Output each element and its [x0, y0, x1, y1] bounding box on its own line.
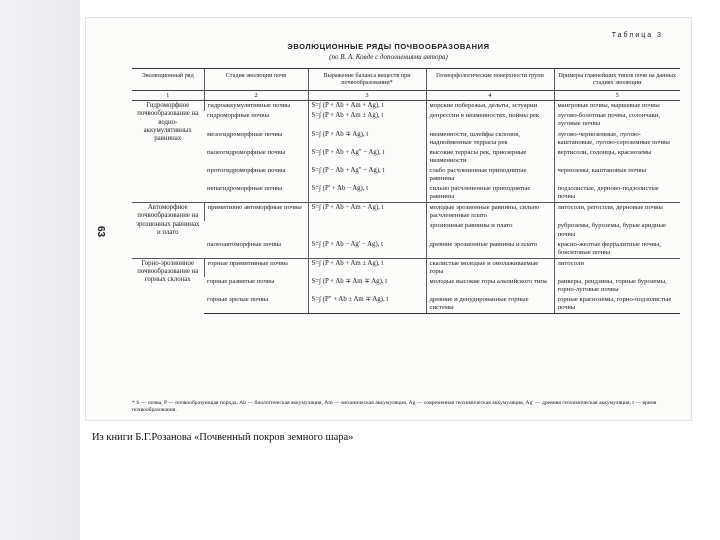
examples-cell: вертисоли, солонцы, красноземы: [554, 148, 680, 166]
examples-cell: подзолистые, дерново-подзолистые почвы: [554, 184, 680, 203]
formula-cell: S=∫ (P − Ab + Ag″ − Ag), t: [308, 166, 426, 184]
header-balance: Выражение баланса веществ при почвообразовании*: [308, 69, 426, 91]
examples-cell: мангровые почвы, маршевые почвы: [554, 101, 680, 112]
series-name: Автоморфное почвообразование на эрозионных равнинах и плато: [132, 203, 204, 259]
table-row: [132, 203, 680, 222]
formula-cell: S=∫ (P + Ab − Ag′ − Ag), t: [308, 240, 426, 259]
table-subtitle: (по В. А. Ковде с дополнениями автора): [329, 53, 448, 61]
examples-cell: литосоли: [554, 258, 680, 277]
stage-cell: горные зрелые почвы: [204, 295, 308, 314]
examples-cell: ранкеры, рендзины, горные буроземы, горно-луговые почвы: [554, 277, 680, 295]
examples-cell: руброземы, буроземы, бурые аридные почвы: [554, 221, 680, 239]
stage-cell: протогидроморфные почвы: [207, 166, 286, 174]
header-surface: Геоморфологические поверхности групп: [426, 69, 554, 91]
surface-cell: древние и денудированные горные системы: [426, 295, 554, 314]
surface-cell: молодые эрозионные равнины, сильно расчлененные плато: [426, 203, 554, 222]
source-caption: Из книги Б.Г.Розанова «Почвенный покров земного шара»: [92, 432, 354, 443]
column-number: 3: [308, 90, 426, 100]
stage-cell: палеогидроморфные почвы: [207, 148, 286, 156]
table-row: [132, 101, 680, 112]
stage-cell: непагидроморфные почвы: [207, 185, 283, 193]
table-label: Таблица 3: [611, 32, 663, 39]
formula-cell: S=∫ (P + Ab + Ag″ − Ag), t: [308, 148, 426, 166]
surface-cell: сильно расчлененные приподнятые равнины: [426, 184, 554, 203]
table-footnote: * S — почва, P — почвообразующая порода, Ab — биологическая аккумуляция, Am — механическая аккумуляция, Ag — современная геохимическая аккумуляция, Ag′ — древняя геохимическая аккумуляция, t — время почвообразования.: [132, 400, 657, 413]
surface-cell: скалистые молодые и омолаживаемые горы: [426, 258, 554, 277]
formula-cell: S=∫ (P + Ab + Am ± Ag), t: [308, 258, 426, 277]
table-header-row: [132, 69, 680, 91]
table-row: [132, 130, 680, 148]
stage-cell: палеоавтоморфные почвы: [207, 240, 281, 248]
formula-cell: S=∫ (P + Ab + Am + Ag), t: [308, 101, 426, 112]
formula-cell: S=∫ (P″ + Ab ± Am ∓ Ag), t: [308, 295, 426, 314]
table-row: [132, 166, 680, 184]
stage-cell: горные развитые почвы: [207, 278, 275, 285]
surface-cell: высокие террасы рек, приозерные низменности: [426, 148, 554, 166]
table-title: ЭВОЛЮЦИОННЫЕ РЯДЫ ПОЧВООБРАЗОВАНИЯ: [287, 42, 490, 51]
surface-cell: депрессии в низменностях, поймы рек: [426, 111, 554, 129]
surface-cell: молодые высокие горы альпийского типа: [426, 277, 554, 295]
header-examples: Примеры главнейших типов почв на данных стадиях эволюции: [554, 69, 680, 91]
table-row: [132, 221, 680, 239]
surface-cell: древние эрозионные равнины и плато: [426, 240, 554, 259]
column-number: 1: [132, 90, 204, 100]
stage-cell: примитивно автоморфные почвы: [204, 203, 308, 222]
stage-cell: гидроаккумулятивные почвы: [204, 101, 308, 112]
formula-cell: S=∫ (P + Ab ∓ Ag), t: [308, 130, 426, 148]
page-number: 63: [95, 226, 106, 238]
left-margin-band: [0, 0, 80, 540]
column-number-row: [132, 90, 680, 100]
surface-cell: низменности, шлейфы склонов, надпойменные террасы рек: [426, 130, 554, 148]
evolution-series-table: [132, 68, 680, 314]
examples-cell: черноземы, каштановые почвы: [554, 166, 680, 184]
formula-cell: [308, 221, 426, 239]
table-row: [132, 184, 680, 203]
table-row: [132, 240, 680, 259]
formula-cell: S=∫ (P + Ab − Am − Ag), t: [308, 203, 426, 222]
formula-cell: S=∫ (P′ + Ab − Ag), t: [308, 184, 426, 203]
formula-cell: S=∫ (P + Ab ∓ Am ∓ Ag), t: [308, 277, 426, 295]
examples-cell: литосоли, регосоли, дерновые почвы: [554, 203, 680, 222]
header-stage: Стадия эволюции почв: [204, 69, 308, 91]
stage-cell: мезогидроморфные почвы: [207, 130, 283, 138]
formula-cell: S=∫ (P + Ab + Am ± Ag), t: [308, 111, 426, 129]
examples-cell: красно-желтые ферралитные почвы, бокситовые почвы: [554, 240, 680, 259]
column-number: 2: [204, 90, 308, 100]
surface-cell: эрозионные равнины и плато: [426, 221, 554, 239]
table-row: [132, 148, 680, 166]
table-row: [132, 295, 680, 314]
surface-cell: слабо расчлененные приподнятые равнины: [426, 166, 554, 184]
examples-cell: горные красноземы, горно-подзолистые почвы: [554, 295, 680, 314]
table-row: [132, 277, 680, 295]
header-series: Эволюционный ряд: [132, 69, 204, 91]
series-name: Гидроморфное почвообразование на водно-аккумулятивных равнинах: [132, 101, 204, 203]
surface-cell: морские побережья, дельты, эстуарии: [426, 101, 554, 112]
series-name: Горно-эрозионное почвообразование на горных склонах: [132, 258, 204, 314]
table-row: [132, 111, 680, 129]
stage-cell: гидроморфные почвы: [207, 112, 270, 120]
examples-cell: лугово-черноземные, лугово-каштановые, лугово-сероземные почвы: [554, 130, 680, 148]
scanned-page: [86, 18, 691, 420]
stage-cell: горные примитивные почвы: [204, 258, 308, 277]
column-number: 5: [554, 90, 680, 100]
table-row: [132, 258, 680, 277]
examples-cell: лугово-болотные почвы, солончаки, луговые почвы: [554, 111, 680, 129]
stage-cell: [204, 221, 308, 239]
column-number: 4: [426, 90, 554, 100]
